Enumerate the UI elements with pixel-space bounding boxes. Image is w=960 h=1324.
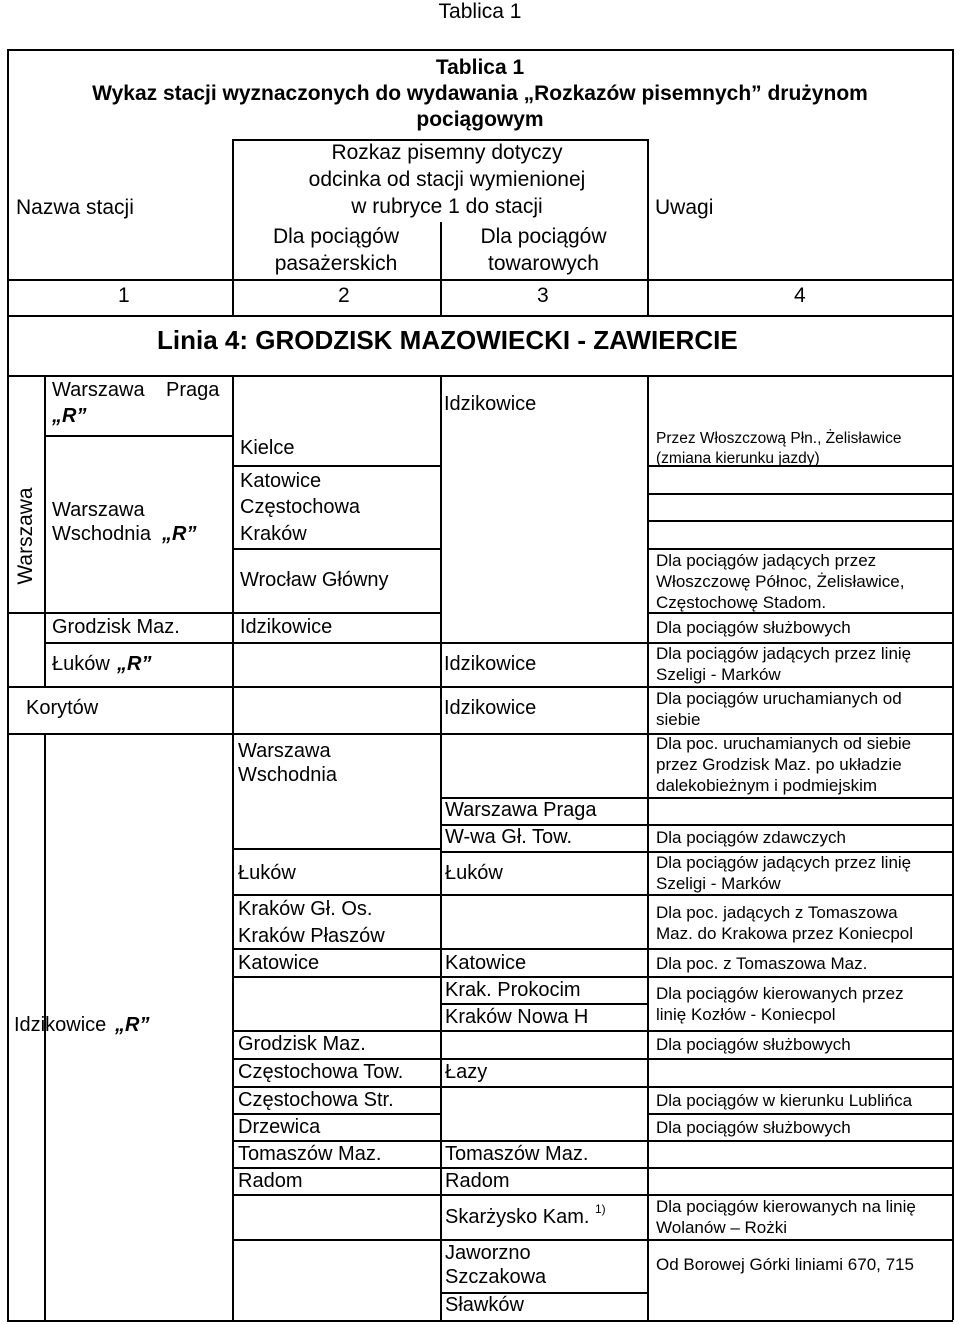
row-divider — [647, 1140, 953, 1142]
row-divider — [440, 1030, 648, 1032]
station-name: Radom — [445, 1170, 510, 1192]
station-name: Korytów — [26, 697, 99, 719]
station-name: Katowice — [240, 470, 322, 492]
station-name: Warszawa — [52, 499, 145, 521]
station-name: Szczakowa — [445, 1266, 547, 1288]
row-divider — [232, 948, 441, 950]
header-passenger: Dla pociągów — [272, 225, 400, 248]
row-divider — [440, 851, 648, 853]
station-name: Wschodnia — [52, 523, 151, 545]
station-name: Łuków — [238, 862, 296, 884]
header-order-group: w rubryce 1 do stacji — [351, 195, 543, 218]
row-divider — [232, 1194, 441, 1196]
remark: Dla pociągów służbowych — [656, 618, 851, 637]
remark: Dla pociągów jadących przez linię — [656, 644, 912, 663]
r-marker: „R” — [162, 523, 197, 545]
row-divider — [647, 976, 953, 978]
row-divider — [440, 1140, 648, 1142]
row-divider — [44, 612, 233, 614]
header-divider — [440, 279, 442, 315]
row-divider — [440, 1003, 648, 1005]
row-divider — [647, 493, 953, 495]
remark: Dla poc. z Tomaszowa Maz. — [656, 954, 868, 973]
column-number: 2 — [338, 284, 350, 307]
remark: Dla pociągów jadących przez linię — [656, 853, 912, 872]
station-name: Kraków — [240, 523, 307, 545]
remark: linię Kozłów - Koniecpol — [656, 1005, 836, 1024]
row-divider — [647, 948, 953, 950]
row-divider — [440, 894, 648, 896]
header-passenger: pasażerskich — [274, 252, 398, 275]
remark: Szeligi - Marków — [656, 665, 781, 684]
remark: Dla pociągów zdawczych — [656, 828, 846, 847]
station-name: Częstochowa Tow. — [238, 1061, 404, 1083]
r-marker: „R” — [115, 1014, 150, 1036]
station-name: Tomaszów Maz. — [445, 1143, 589, 1165]
page-header: Tablica 1 — [438, 0, 522, 23]
remark: Włoszczowę Północ, Żelisławice, — [656, 572, 905, 591]
remark: dalekobieżnym i podmiejskim — [656, 776, 878, 795]
row-divider — [440, 948, 648, 950]
row-divider — [647, 1113, 953, 1115]
remark: Od Borowej Górki liniami 670, 715 — [656, 1255, 914, 1274]
remark: Częstochowę Stadom. — [656, 593, 827, 612]
station-name: Kraków Nowa H — [445, 1006, 589, 1028]
row-divider — [232, 1030, 441, 1032]
station-name: Katowice — [445, 952, 527, 974]
station-name: Kraków Gł. Os. — [238, 898, 373, 920]
header-divider — [7, 315, 953, 317]
table-border-left — [7, 49, 9, 1320]
row-divider — [440, 1167, 648, 1169]
row-divider — [232, 612, 441, 614]
station-name: Tomaszów Maz. — [238, 1143, 382, 1165]
remark: Przez Włoszczową Płn., Żelisławice — [656, 430, 902, 447]
station-name: Jaworzno — [445, 1242, 531, 1264]
station-name: Grodzisk Maz. — [52, 616, 180, 638]
table-border-bottom — [7, 1320, 953, 1322]
table-title: Wykaz stacji wyznaczonych do wydawania „Rozkazów pisemnych” drużynom — [92, 82, 868, 105]
row-divider — [232, 1113, 441, 1115]
station-name: Warszawa — [52, 379, 145, 401]
row-divider — [647, 1167, 953, 1169]
row-divider — [647, 520, 953, 522]
row-divider — [647, 1194, 953, 1196]
station-name: Idzikowice — [444, 653, 537, 675]
row-divider — [440, 1239, 648, 1241]
r-marker: „R” — [117, 653, 152, 675]
column-number: 4 — [794, 284, 806, 307]
row-divider — [232, 642, 441, 644]
remark: Dla pociągów jadących przez — [656, 551, 877, 570]
station-name: Drzewica — [238, 1116, 321, 1138]
row-divider — [232, 894, 441, 896]
header-divider — [232, 279, 234, 315]
remark: Dla poc. jadących z Tomaszowa — [656, 903, 898, 922]
station-name: Idzikowice — [444, 393, 537, 415]
remark: Dla pociągów uruchamianych od — [656, 689, 902, 708]
row-divider — [647, 824, 953, 826]
row-divider — [647, 1030, 953, 1032]
row-divider — [232, 1058, 441, 1060]
row-divider — [647, 686, 953, 688]
station-name: Częstochowa — [240, 496, 361, 518]
station-name: Idzikowice — [444, 697, 537, 719]
station-name: Łuków — [52, 653, 110, 675]
station-name: Wrocław Główny — [240, 569, 389, 591]
table-title: Tablica 1 — [435, 56, 525, 79]
station-name: Warszawa Praga — [445, 799, 597, 821]
row-divider — [7, 686, 233, 688]
row-divider — [232, 848, 441, 850]
header-order-group: Rozkaz pisemny dotyczy — [331, 141, 563, 164]
row-divider — [440, 733, 648, 735]
r-marker: „R” — [52, 405, 87, 427]
header-freight: Dla pociągów — [480, 225, 607, 248]
remark: Dla pociągów kierowanych przez — [656, 984, 904, 1003]
remark: (zmiana kierunku jazdy) — [656, 450, 820, 467]
column-number: 3 — [537, 284, 549, 307]
station-name: Grodzisk Maz. — [238, 1033, 366, 1055]
station-name: Krak. Prokocim — [445, 979, 581, 1001]
column-number: 1 — [118, 284, 130, 307]
row-divider — [232, 548, 441, 550]
remark: Dla pociągów kierowanych na linię — [656, 1197, 916, 1216]
row-divider — [232, 733, 441, 735]
remark: Maz. do Krakowa przez Koniecpol — [656, 924, 914, 943]
header-remarks: Uwagi — [655, 196, 714, 219]
station-name: Idzikowice — [14, 1014, 107, 1036]
station-name: Praga — [166, 379, 220, 401]
remark: Szeligi - Marków — [656, 874, 781, 893]
table-border-right — [952, 49, 954, 1320]
remark: Dla pociągów służbowych — [656, 1035, 851, 1054]
row-divider — [647, 548, 953, 550]
row-divider — [232, 465, 441, 467]
row-divider — [44, 435, 233, 437]
row-divider — [232, 1239, 441, 1241]
station-name: Idzikowice — [240, 616, 333, 638]
footnote-marker: 1) — [595, 1202, 606, 1216]
row-divider — [44, 642, 233, 644]
row-divider — [647, 894, 953, 896]
row-divider — [647, 797, 953, 799]
header-freight: towarowych — [488, 252, 599, 275]
column-divider — [647, 375, 649, 1320]
row-divider — [440, 686, 648, 688]
remark: siebie — [656, 710, 701, 729]
station-name: Sławków — [445, 1294, 524, 1316]
header-order-group: odcinka od stacji wymienionej — [308, 168, 586, 191]
station-name: Wschodnia — [238, 764, 337, 786]
row-divider — [440, 642, 648, 644]
station-name: Skarżysko Kam. — [445, 1206, 590, 1228]
station-name: W-wa Gł. Tow. — [445, 826, 573, 848]
row-divider — [440, 1086, 648, 1088]
header-station-name: Nazwa stacji — [16, 196, 134, 219]
station-name: Warszawa — [238, 740, 331, 762]
row-divider — [647, 1058, 953, 1060]
header-divider — [647, 279, 649, 315]
row-divider — [232, 976, 441, 978]
row-divider — [7, 612, 44, 614]
line-title-divider — [7, 375, 953, 377]
row-divider — [440, 1058, 648, 1060]
table-border-top — [7, 49, 953, 51]
remark: przez Grodzisk Maz. po układzie — [656, 755, 902, 774]
station-name: Łuków — [445, 862, 503, 884]
station-name: Katowice — [238, 952, 320, 974]
row-divider — [232, 686, 441, 688]
remark: Dla pociągów służbowych — [656, 1118, 851, 1137]
row-divider — [232, 1086, 441, 1088]
station-name: Radom — [238, 1170, 303, 1192]
header-divider — [7, 279, 953, 281]
row-divider — [7, 733, 233, 735]
line-title: Linia 4: GRODZISK MAZOWIECKI - ZAWIERCIE — [157, 325, 738, 355]
row-divider — [647, 1086, 953, 1088]
remark: Dla pociągów w kierunku Lublińca — [656, 1091, 913, 1110]
row-divider — [440, 976, 648, 978]
row-divider — [647, 1239, 953, 1241]
station-name: Częstochowa Str. — [238, 1089, 394, 1111]
remark: Wolanów – Rożki — [656, 1218, 788, 1237]
row-divider — [232, 1140, 441, 1142]
table-title: pociągowym — [416, 108, 544, 131]
row-divider — [232, 1167, 441, 1169]
station-name: Kraków Płaszów — [238, 925, 385, 947]
row-divider — [440, 1194, 648, 1196]
remark: Dla poc. uruchamianych od siebie — [656, 734, 912, 753]
column-divider — [44, 375, 46, 686]
warszawa-group-label: Warszawa — [14, 487, 37, 585]
station-name: Kielce — [240, 437, 295, 459]
station-name: Łazy — [445, 1061, 488, 1083]
